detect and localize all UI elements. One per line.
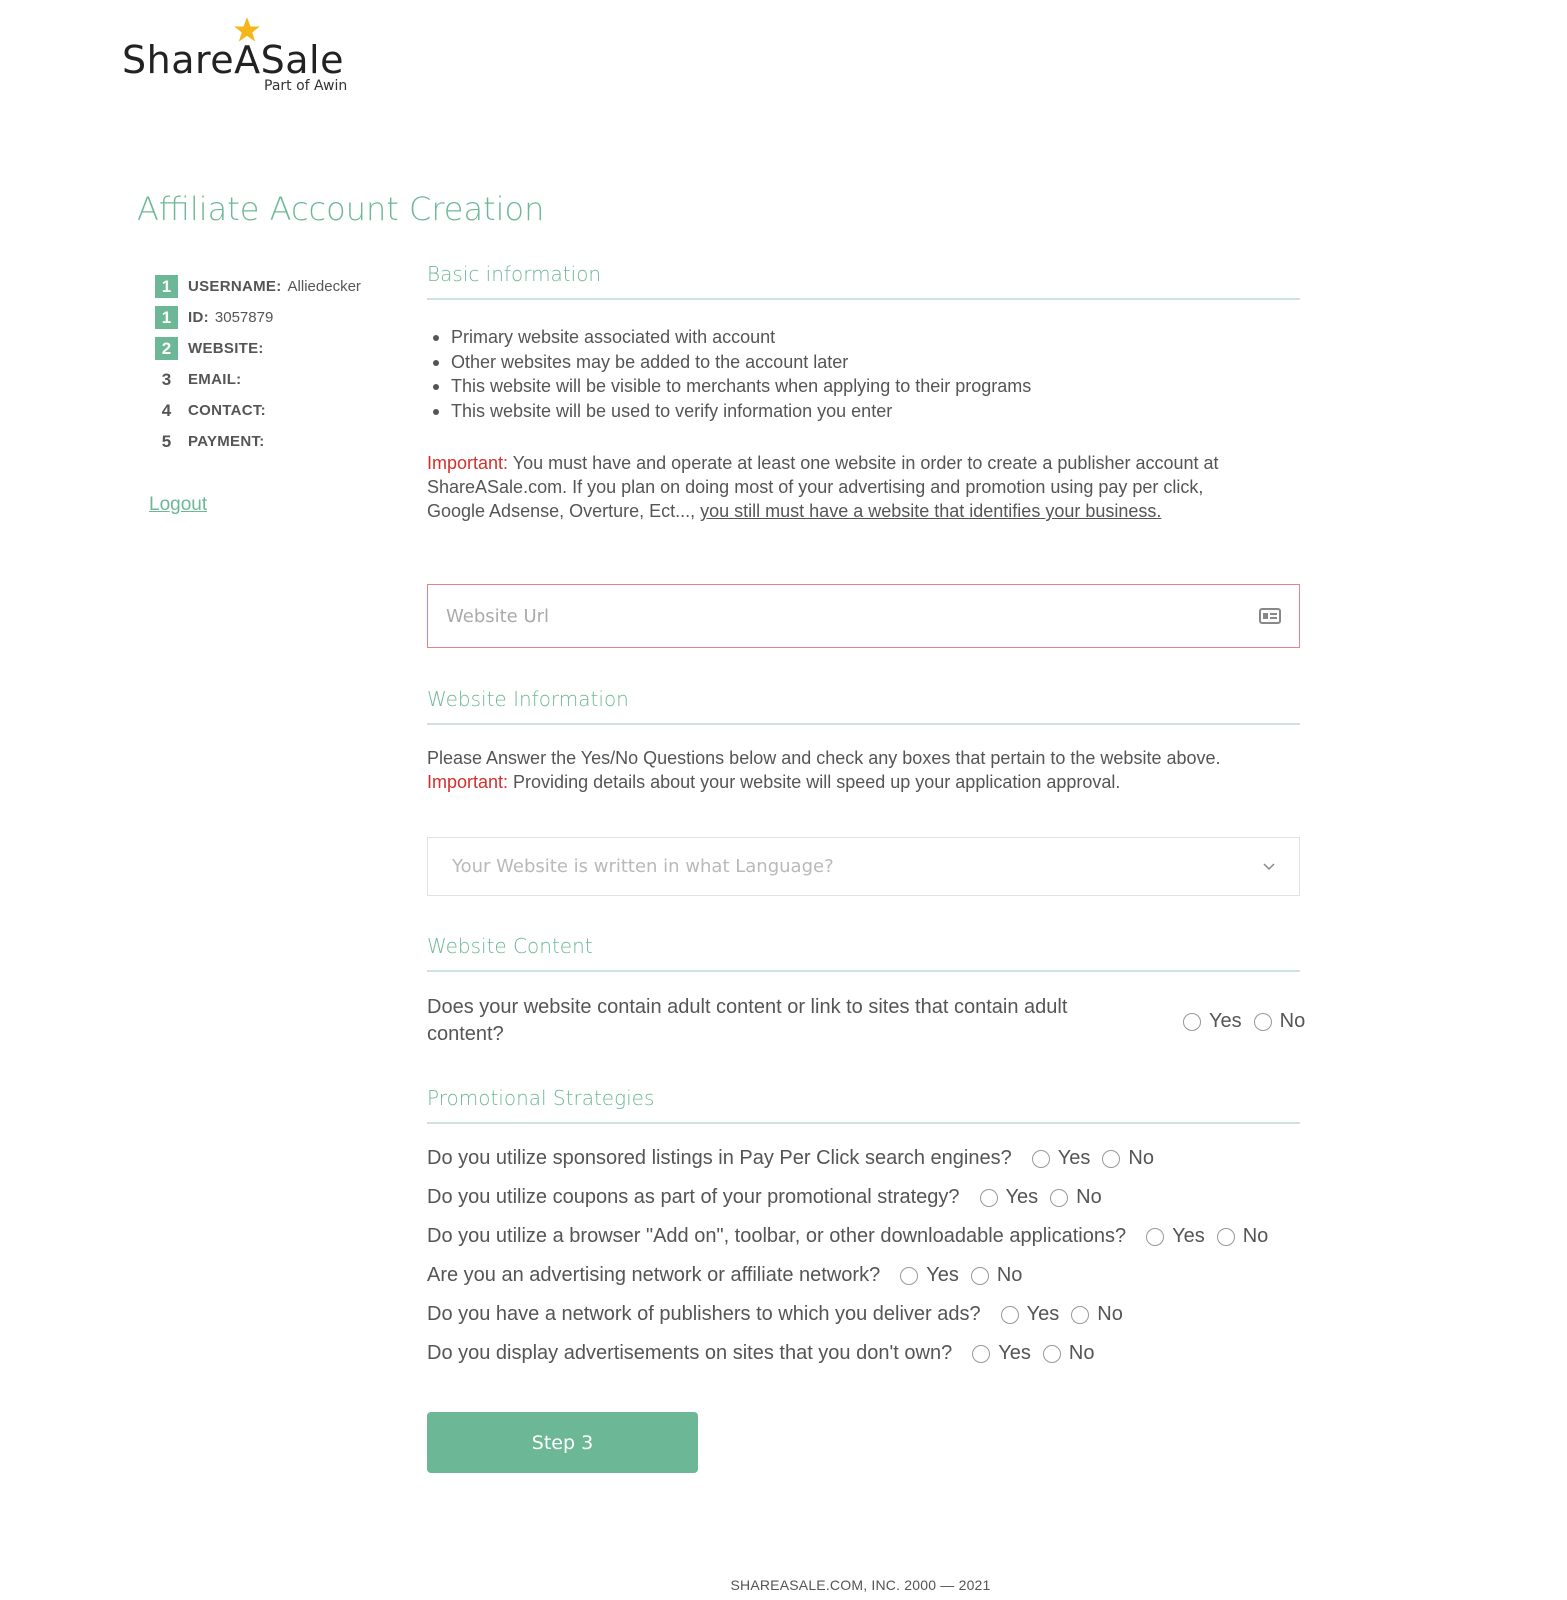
basic-info-bullets	[427, 325, 1031, 423]
radio-no[interactable]	[1071, 1306, 1089, 1324]
radio-yes[interactable]	[1032, 1150, 1050, 1168]
list-item: This website will be used to verify information you enter	[427, 399, 1031, 424]
step-number: 3	[161, 369, 172, 389]
question-row	[427, 1147, 1166, 1170]
question-text: Do you utilize coupons as part of your promotional strategy?	[427, 1186, 960, 1208]
no-option[interactable]	[1254, 1010, 1306, 1033]
logo-text: ShareASale	[122, 38, 344, 82]
important-label: Important:	[427, 772, 509, 792]
step-number: 1	[155, 306, 178, 329]
basic-info-section	[427, 262, 1300, 300]
no-label: No	[1242, 1225, 1269, 1247]
no-label: No	[996, 1264, 1023, 1286]
yes-option[interactable]	[1183, 1010, 1242, 1033]
step-label: WEBSITE:	[188, 340, 264, 357]
step-number: 1	[155, 275, 178, 298]
yes-option[interactable]	[1146, 1225, 1205, 1248]
adult-content-options	[1183, 1010, 1305, 1033]
radio-yes[interactable]	[972, 1345, 990, 1363]
question-text: Do you have a network of publishers to which you deliver ads?	[427, 1303, 981, 1325]
list-item: Other websites may be added to the account later	[427, 350, 1031, 375]
no-option[interactable]	[1217, 1225, 1269, 1248]
radio-no[interactable]	[1102, 1150, 1120, 1168]
website-info-section	[427, 687, 1300, 725]
logo-subtitle: Part of Awin	[264, 78, 348, 94]
radio-no[interactable]	[1254, 1013, 1272, 1031]
promotional-strategies-section	[427, 1086, 1300, 1124]
no-option[interactable]	[1071, 1303, 1123, 1326]
step-label: CONTACT:	[188, 402, 266, 419]
yes-label: Yes	[998, 1342, 1031, 1364]
radio-yes[interactable]	[1001, 1306, 1019, 1324]
yes-option[interactable]	[972, 1342, 1031, 1365]
footer	[0, 1577, 1567, 1593]
adult-content-question: Does your website contain adult content or link to sites that contain adult content?	[427, 996, 1068, 1045]
website-content-section	[427, 934, 1300, 972]
no-option[interactable]	[971, 1264, 1023, 1287]
website-info-body: Please Answer the Yes/No Questions below and check any boxes that pertain to the website above.	[427, 748, 1221, 768]
question-text: Do you display advertisements on sites that you don't own?	[427, 1342, 953, 1364]
step-label: PAYMENT:	[188, 433, 265, 450]
no-label: No	[1128, 1147, 1154, 1169]
progress-steps	[155, 271, 361, 457]
radio-no[interactable]	[971, 1267, 989, 1285]
logo	[122, 16, 352, 98]
question-text: Do you utilize a browser "Add on", toolbar, or other downloadable applications?	[427, 1225, 1127, 1247]
step-id	[155, 302, 361, 333]
step-number: 4	[161, 400, 172, 420]
step-contact	[155, 395, 361, 426]
step-email	[155, 364, 361, 395]
yes-label: Yes	[1209, 1010, 1242, 1032]
question-row	[427, 1225, 1280, 1248]
section-heading: Promotional Strategies	[427, 1086, 1300, 1124]
yes-label: Yes	[926, 1264, 959, 1286]
id-card-icon	[1259, 608, 1281, 624]
website-url-input[interactable]	[446, 606, 1259, 627]
step-payment	[155, 426, 361, 457]
no-option[interactable]	[1043, 1342, 1095, 1365]
yes-option[interactable]	[1032, 1147, 1091, 1170]
important-label: Important:	[427, 453, 509, 473]
question-row	[427, 1186, 1114, 1209]
yes-label: Yes	[1172, 1225, 1205, 1247]
radio-no[interactable]	[1217, 1228, 1235, 1246]
step-number: 5	[161, 431, 172, 451]
radio-yes[interactable]	[900, 1267, 918, 1285]
no-option[interactable]	[1050, 1186, 1102, 1209]
website-info-text	[427, 746, 1227, 794]
step-number: 2	[155, 337, 178, 360]
no-label: No	[1076, 1186, 1102, 1208]
website-url-field[interactable]	[427, 584, 1300, 648]
yes-label: Yes	[1005, 1186, 1039, 1208]
section-heading: Basic information	[427, 262, 1300, 300]
step-username	[155, 271, 361, 302]
logout-link[interactable]: Logout	[149, 494, 208, 515]
step-label: ID:	[188, 309, 209, 326]
question-text: Do you utilize sponsored listings in Pay Per Click search engines?	[427, 1147, 1012, 1169]
section-heading: Website Content	[427, 934, 1300, 972]
chevron-down-icon	[1263, 863, 1275, 871]
no-label: No	[1068, 1342, 1095, 1364]
step-3-button[interactable]: Step 3	[427, 1412, 698, 1473]
question-text: Are you an advertising network or affiliate network?	[427, 1264, 881, 1286]
yes-option[interactable]	[900, 1264, 959, 1287]
step-value: 3057879	[214, 309, 274, 326]
language-select-value: Your Website is written in what Language?	[452, 856, 834, 877]
question-row	[427, 1303, 1135, 1326]
section-heading: Website Information	[427, 687, 1300, 725]
radio-yes[interactable]	[1183, 1013, 1201, 1031]
website-info-body-2: Providing details about your website will speed up your application approval.	[508, 772, 1121, 792]
yes-label: Yes	[1026, 1303, 1060, 1325]
question-row	[427, 1264, 1034, 1287]
list-item: Primary website associated with account	[427, 325, 1031, 350]
important-body: You must have and operate at least one website in order to create a publisher account at ShareASale.com. If you plan on doing most of your advertising and promotion using pay per click, Google Adsense, Overture, Ect...,	[427, 453, 1219, 521]
step-label: USERNAME:	[188, 278, 282, 295]
yes-label: Yes	[1057, 1147, 1091, 1169]
step-label: EMAIL:	[188, 371, 242, 388]
no-label: No	[1279, 1010, 1306, 1032]
no-label: No	[1097, 1303, 1123, 1325]
step-website	[155, 333, 361, 364]
radio-no[interactable]	[1050, 1189, 1068, 1207]
radio-yes[interactable]	[1146, 1228, 1164, 1246]
radio-yes[interactable]	[980, 1189, 998, 1207]
page-title: Affiliate Account Creation	[137, 190, 545, 228]
list-item: This website will be visible to merchants when applying to their programs	[427, 374, 1031, 399]
language-select[interactable]	[427, 837, 1300, 896]
step-value: Alliedecker	[287, 278, 361, 295]
radio-no[interactable]	[1043, 1345, 1061, 1363]
important-notice	[427, 451, 1227, 523]
question-row	[427, 1342, 1106, 1365]
yes-option[interactable]	[980, 1186, 1039, 1209]
no-option[interactable]	[1102, 1147, 1154, 1170]
yes-option[interactable]	[1001, 1303, 1060, 1326]
important-emphasis: you still must have a website that identifies your business.	[700, 501, 1162, 521]
footer-copyright: SHAREASALE.COM, INC. 2000 — 2021	[730, 1577, 991, 1593]
